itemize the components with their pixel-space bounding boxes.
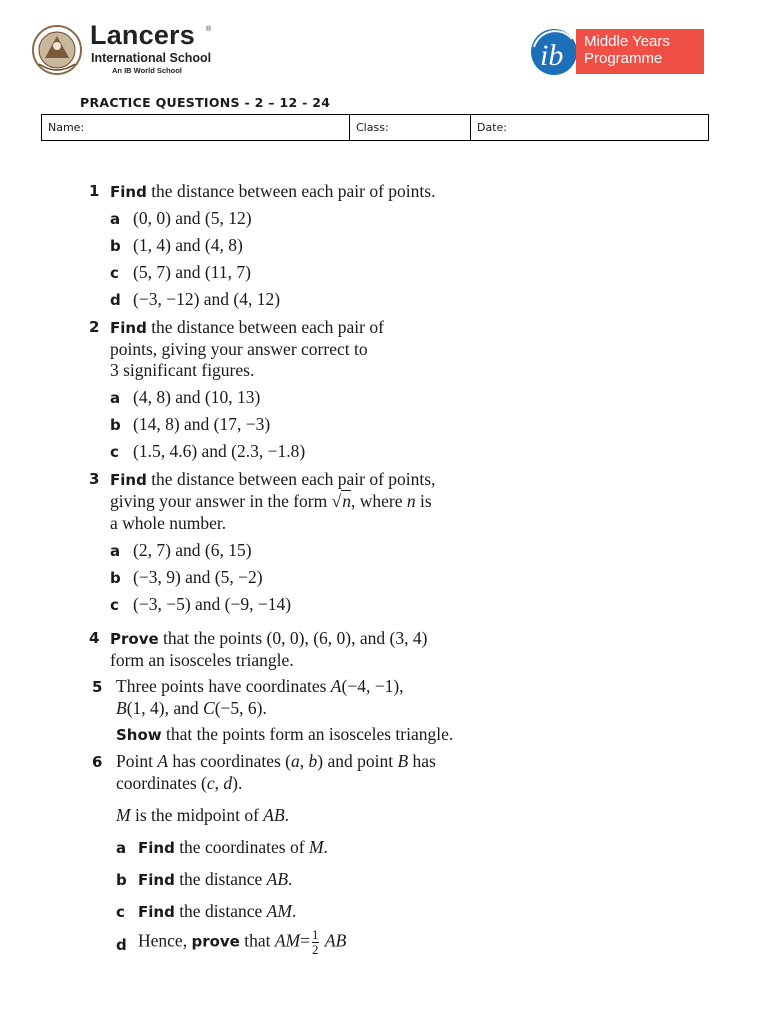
question-3-text-line3: a whole number. (110, 513, 227, 533)
q1-part-a-text: (0, 0) and (5, 12) (133, 208, 252, 228)
one-half-fraction: $\frac{1}{2}$ (312, 927, 319, 957)
q1-part-b-text: (1, 4) and (4, 8) (133, 235, 243, 255)
q6-part-c-text: Find the distance AM. (138, 901, 297, 921)
question-5-keyword: Show (116, 726, 162, 744)
q2-part-c-letter: c (110, 443, 119, 461)
q2-part-a-text: (4, 8) and (10, 13) (133, 387, 261, 407)
question-3-text-line2: giving your answer in the form √n, where n is (110, 491, 432, 511)
question-4-keyword: Prove (110, 630, 159, 648)
date-field[interactable] (471, 115, 708, 140)
q6-part-b-letter: b (116, 871, 127, 889)
square-root-symbol: √n (331, 491, 351, 511)
q1-part-a-letter: a (110, 210, 121, 228)
q6-part-a-text: Find the coordinates of M. (138, 837, 328, 857)
question-2-text-line1: Find the distance between each pair of (110, 317, 384, 337)
question-4-text-line1: Prove that the points (0, 0), (6, 0), and (3, 4) (110, 628, 428, 648)
q1-part-c-text: (5, 7) and (11, 7) (133, 262, 251, 282)
q3-part-a-text: (2, 7) and (6, 15) (133, 540, 252, 560)
question-3-number: 3 (89, 470, 100, 488)
question-6-text-line2: coordinates (c, d). (116, 773, 243, 793)
class-label: Class: (356, 121, 389, 134)
school-crest-logo (30, 24, 84, 76)
question-6-text-line1: Point A has coordinates (a, b) and point B has (116, 751, 436, 771)
question-4-number: 4 (89, 629, 100, 647)
name-field[interactable] (42, 115, 350, 140)
q1-part-d-text: (−3, −12) and (4, 12) (133, 289, 281, 309)
q2-part-a-letter: a (110, 389, 121, 407)
question-2-keyword: Find (110, 319, 147, 337)
date-label: Date: (477, 121, 507, 134)
q3-part-c-text: (−3, −5) and (−9, −14) (133, 594, 292, 614)
q1-part-d-letter: d (110, 291, 121, 309)
question-3-text-line1: Find the distance between each pair of points, (110, 469, 436, 489)
question-2-text-line3: 3 significant figures. (110, 360, 255, 380)
q6-part-b-text: Find the distance AB. (138, 869, 293, 889)
q2-part-b-letter: b (110, 416, 121, 434)
q1-part-c-letter: c (110, 264, 119, 282)
q6-part-d-letter: d (116, 936, 127, 954)
question-1-number: 1 (89, 182, 100, 200)
school-subtitle: International School (91, 51, 212, 65)
question-4-text-line2: form an isosceles triangle. (110, 650, 294, 670)
q3-part-a-letter: a (110, 542, 121, 560)
question-1-text: Find the distance between each pair of points. (110, 181, 436, 201)
q3-part-b-letter: b (110, 569, 121, 587)
ib-programme-line2: Programme (584, 50, 663, 67)
ib-logo-icon (528, 27, 580, 77)
question-6-midpoint-statement: M is the midpoint of AB. (116, 805, 290, 825)
question-3-keyword: Find (110, 471, 147, 489)
question-2-number: 2 (89, 318, 100, 336)
q6-part-d-text: Hence, prove that AM= $\frac{1}{2}$ AB (138, 927, 347, 957)
ib-programme-line1: Middle Years (584, 33, 670, 50)
student-info-table (41, 114, 709, 141)
svg-text:ib: ib (540, 39, 564, 72)
question-5-text-line2: B(1, 4), and C(−5, 6). (116, 698, 267, 718)
class-field[interactable] (350, 115, 471, 140)
question-5-text-line1: Three points have coordinates A(−4, −1), (116, 676, 404, 696)
school-name: Lancers (90, 20, 195, 50)
registered-mark: ® (206, 26, 212, 33)
question-5-number: 5 (92, 678, 103, 696)
q1-part-b-letter: b (110, 237, 121, 255)
q6-part-a-letter: a (116, 839, 127, 857)
q2-part-c-text: (1.5, 4.6) and (2.3, −1.8) (133, 441, 306, 461)
q6-part-c-letter: c (116, 903, 125, 921)
q2-part-b-text: (14, 8) and (17, −3) (133, 414, 271, 434)
name-label: Name: (48, 121, 85, 134)
question-2-text-line2: points, giving your answer correct to (110, 339, 368, 359)
q3-part-c-letter: c (110, 596, 119, 614)
question-1-keyword: Find (110, 183, 147, 201)
school-tagline: An IB World School (112, 66, 182, 75)
question-6-number: 6 (92, 753, 103, 771)
q3-part-b-text: (−3, 9) and (5, −2) (133, 567, 263, 587)
page-title: PRACTICE QUESTIONS - 2 – 12 - 24 (80, 95, 331, 110)
question-5-text-line3: Show that the points form an isosceles triangle. (116, 724, 454, 744)
